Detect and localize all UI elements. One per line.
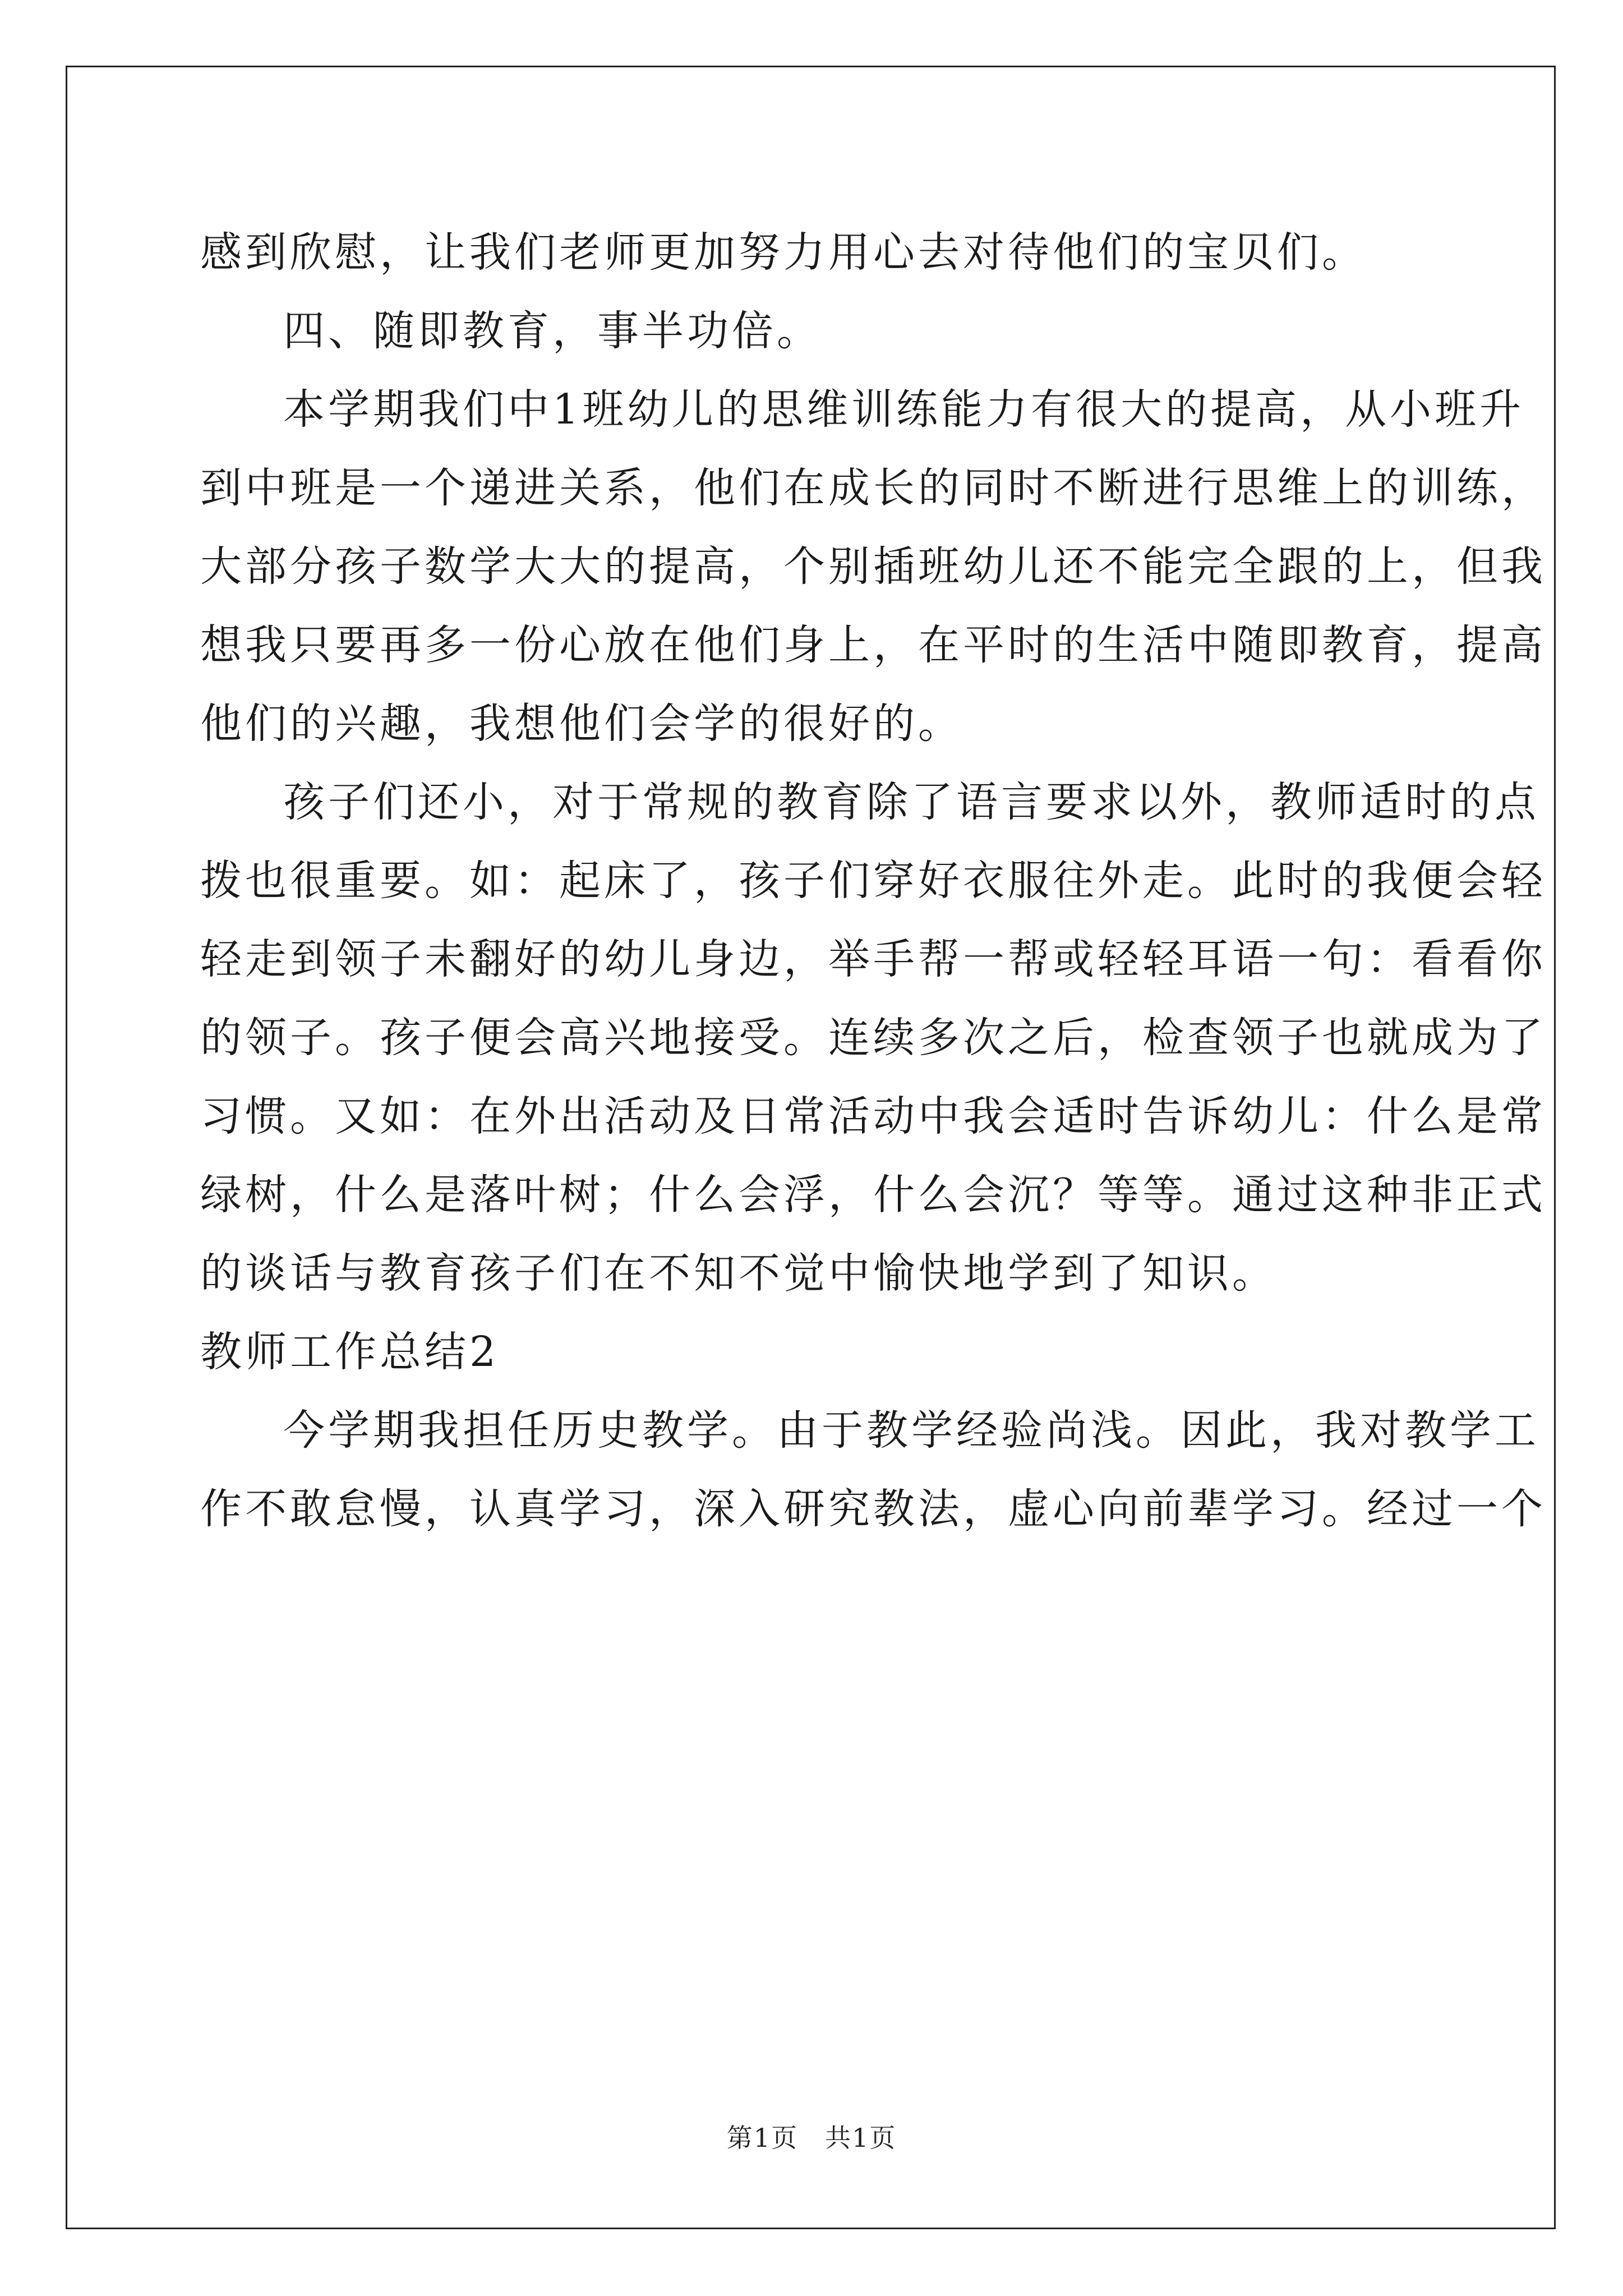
paragraph-line: 习惯。又如：在外出活动及日常活动中我会适时告诉幼儿：什么是常 — [200, 1092, 1546, 1140]
paragraph-line: 拨也很重要。如：起床了，孩子们穿好衣服往外走。此时的我便会轻 — [200, 857, 1546, 905]
page-number-footer: 第1页 共1页 — [726, 2123, 897, 2153]
paragraph-line: 他们的兴趣，我想他们会学的很好的。 — [200, 700, 963, 748]
paragraph-line: 作不敢怠慢，认真学习，深入研究教法，虚心向前辈学习。经过一个 — [200, 1485, 1546, 1533]
paragraph-line: 大部分孩子数学大大的提高，个别插班幼儿还不能完全跟的上，但我 — [200, 542, 1546, 591]
paragraph-line: 想我只要再多一份心放在他们身上，在平时的生活中随即教育，提高 — [200, 621, 1546, 669]
paragraph-line: 感到欣慰，让我们老师更加努力用心去对待他们的宝贝们。 — [200, 228, 1367, 277]
paragraph-line: 今学期我担任历史教学。由于教学经验尚浅。因此，我对教学工 — [283, 1406, 1539, 1455]
section-heading-line: 四、随即教育，事半功倍。 — [283, 307, 822, 355]
paragraph-line: 的谈话与教育孩子们在不知不觉中愉快地学到了知识。 — [200, 1249, 1277, 1297]
paragraph-line: 本学期我们中1班幼儿的思维训练能力有很大的提高，从小班升 — [283, 385, 1525, 434]
paragraph-line: 的领子。孩子便会高兴地接受。连续多次之后，检查领子也就成为了 — [200, 1014, 1546, 1062]
paragraph-line: 到中班是一个递进关系，他们在成长的同时不断进行思维上的训练， — [200, 464, 1546, 512]
paragraph-line: 孩子们还小，对于常规的教育除了语言要求以外，教师适时的点 — [283, 778, 1539, 826]
document-body — [200, 213, 1546, 1548]
paragraph-line: 轻走到领子未翻好的幼儿身边，举手帮一帮或轻轻耳语一句：看看你 — [200, 935, 1546, 983]
document-section-title: 教师工作总结2 — [200, 1328, 500, 1376]
paragraph-line: 绿树，什么是落叶树；什么会浮，什么会沉？等等。通过这种非正式 — [200, 1171, 1546, 1219]
